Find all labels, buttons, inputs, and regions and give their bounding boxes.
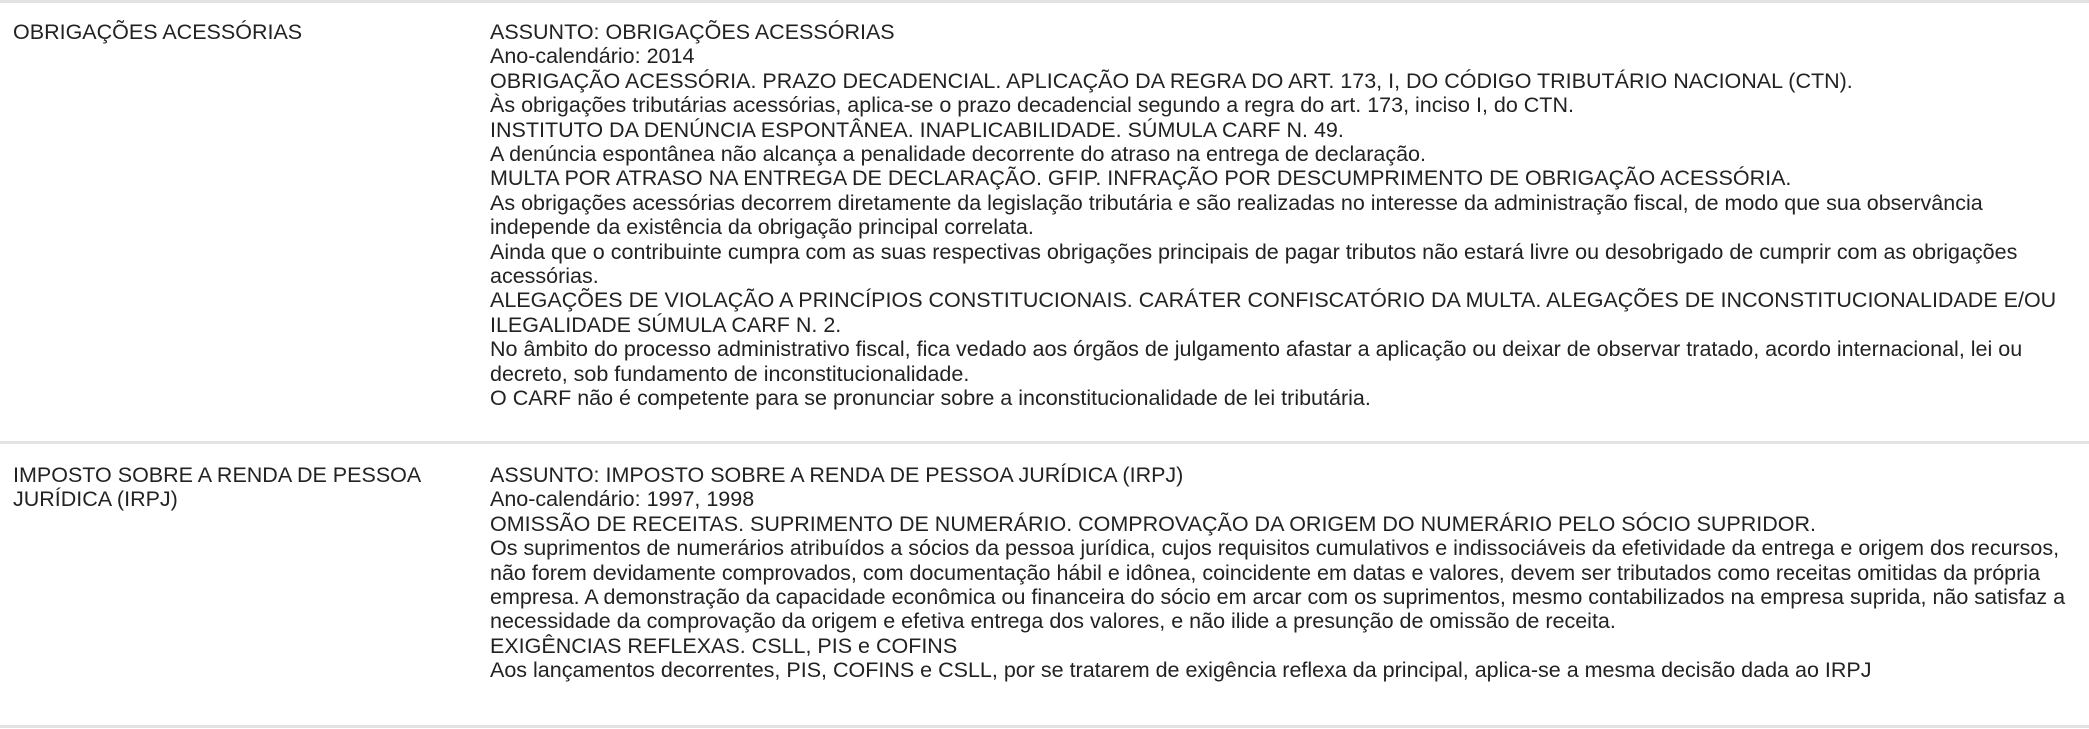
ementa-year: Ano-calendário: 1997, 1998 [490,487,755,512]
ementa-text: Ainda que o contribuinte cumpra com as suas respectivas obrigações principais de pagar tributos não estará livre ou desobrigado de cumprir com as obrigações acessórias. [490,239,2018,289]
ementa-year: Ano-calendário: 2014 [490,44,695,69]
ementa-heading: INSTITUTO DA DENÚNCIA ESPONTÂNEA. INAPLICABILIDADE. SÚMULA CARF N. 49. [490,117,1344,142]
ementa-text: As obrigações acessórias decorrem diretamente da legislação tributária e são realizadas no interesse da administração fiscal, de modo que sua observância independe da existência da obrigação principal correlata. [490,190,1983,240]
ementa-text: A denúncia espontânea não alcança a penalidade decorrente do atraso na entrega de declaração. [490,142,1426,167]
result-row [0,20,2089,440]
ementa-text: Os suprimentos de numerários atribuídos a sócios da pessoa jurídica, cujos requisitos cumulativos e indissociáveis da efetividade da entrega e origem dos recursos, não forem devidamente comprovados, com documentação hábil e idônea, coincidente em datas e valores, devem ser tributados como receitas omitidas da própria empresa. A demonstração da capacidade econômica ou financeira do sócio em arcar com os suprimentos, mesmo contabilizados na empresa suprida, não satisfaz a necessidade da comprovação da origem e efetiva entrega dos valores, e não ilide a presunção de omissão de receita. [490,536,2066,634]
result-topic: OBRIGAÇÕES ACESSÓRIAS [13,20,303,44]
ementa-subject: ASSUNTO: IMPOSTO SOBRE A RENDA DE PESSOA JURÍDICA (IRPJ) [490,463,1184,487]
row-divider [0,725,2089,728]
row-divider [0,441,2089,444]
result-row [0,463,2089,729]
result-ementa [490,463,2080,683]
ementa-heading: EXIGÊNCIAS REFLEXAS. CSLL, PIS e COFINS [490,633,958,658]
ementa-text: No âmbito do processo administrativo fiscal, fica vedado aos órgãos de julgamento afastar a aplicação ou deixar de observar tratado, acordo internacional, lei ou decreto, sob fundamento de inconstitucionalidade. [490,337,2023,386]
ementa-text: Aos lançamentos decorrentes, PIS, COFINS e CSLL, por se tratarem de exigência reflexa da principal, aplica-se a mesma decisão dada ao IRPJ [490,658,1872,683]
result-ementa [490,20,2080,411]
result-topic: IMPOSTO SOBRE A RENDA DE PESSOA JURÍDICA (IRPJ) [13,463,421,512]
ementa-heading: OBRIGAÇÃO ACESSÓRIA. PRAZO DECADENCIAL. APLICAÇÃO DA REGRA DO ART. 173, I, DO CÓDIGO TRIBUTÁRIO NACIONAL (CTN). [490,68,1853,93]
ementa-subject: ASSUNTO: OBRIGAÇÕES ACESSÓRIAS [490,20,895,44]
ementa-text: Às obrigações tributárias acessórias, aplica-se o prazo decadencial segundo a regra do art. 173, inciso I, do CTN. [490,93,1574,118]
ementa-heading: ALEGAÇÕES DE VIOLAÇÃO A PRINCÍPIOS CONSTITUCIONAIS. CARÁTER CONFISCATÓRIO DA MULTA. ALEGAÇÕES DE INCONSTITUCIONALIDADE E/OU ILEGALIDADE SÚMULA CARF N. 2. [490,288,2057,337]
ementa-heading: OMISSÃO DE RECEITAS. SUPRIMENTO DE NUMERÁRIO. COMPROVAÇÃO DA ORIGEM DO NUMERÁRIO PELO SÓCIO SUPRIDOR. [490,511,1817,536]
ementa-heading: MULTA POR ATRASO NA ENTREGA DE DECLARAÇÃO. GFIP. INFRAÇÃO POR DESCUMPRIMENTO DE OBRIGAÇÃO ACESSÓRIA. [490,166,1792,191]
ementa-text: O CARF não é competente para se pronunciar sobre a inconstitucionalidade de lei tributária. [490,386,1371,411]
